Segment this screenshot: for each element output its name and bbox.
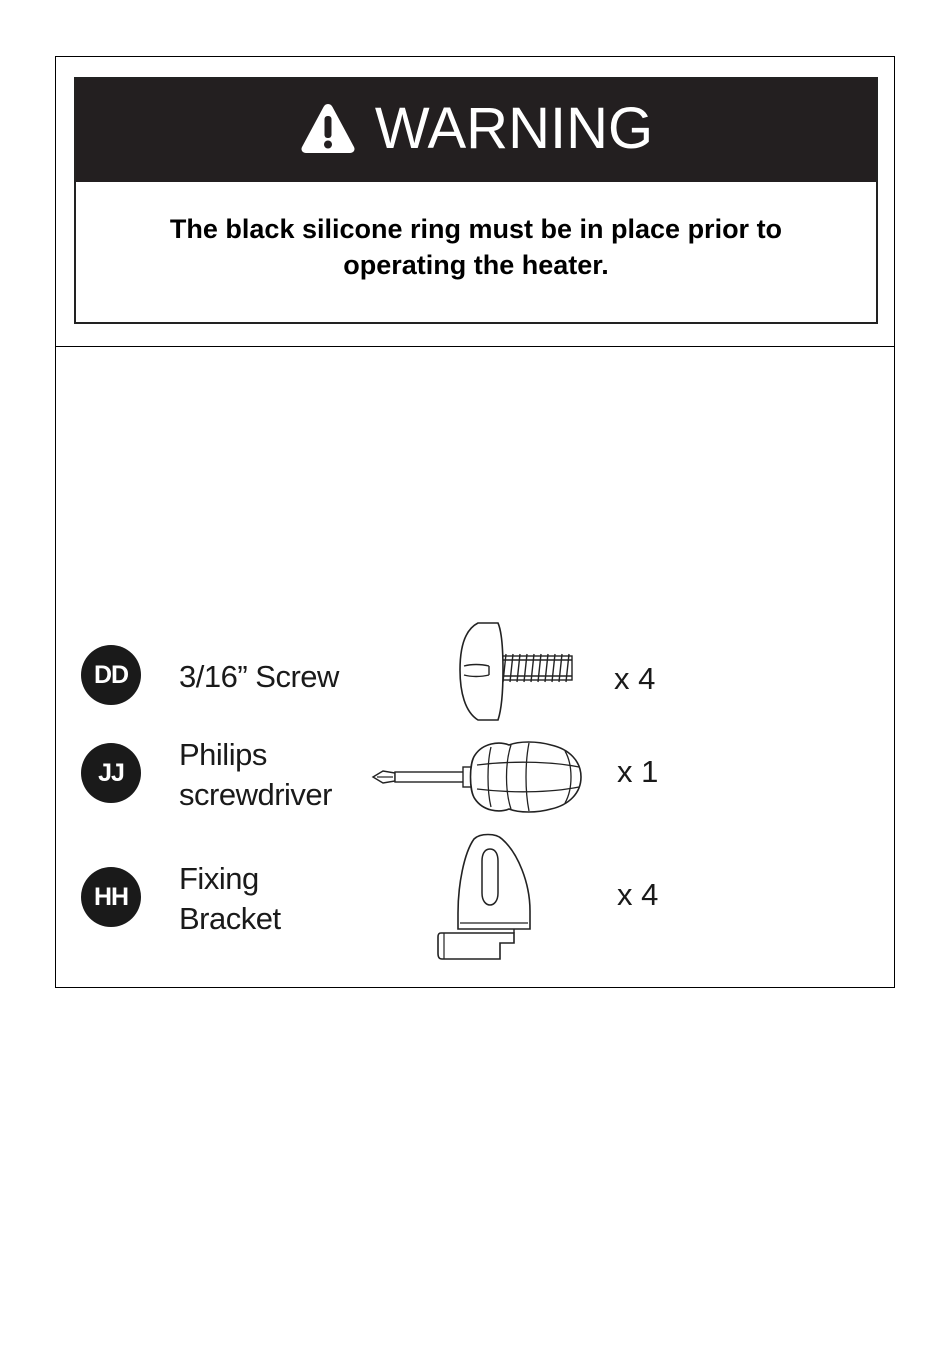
part-quantity: x 4	[617, 877, 659, 912]
screw-icon	[456, 620, 581, 725]
part-quantity: x 4	[614, 661, 656, 696]
part-name	[179, 859, 281, 939]
part-code-badge: HH	[81, 867, 141, 927]
part-name-line2: Bracket	[179, 901, 281, 936]
part-name-line1: Fixing	[179, 861, 259, 896]
part-quantity: x 1	[617, 754, 659, 789]
screwdriver-icon	[369, 737, 591, 817]
part-name-line2: screwdriver	[179, 777, 332, 812]
part-name	[179, 657, 339, 697]
part-name-line1: 3/16” Screw	[179, 659, 339, 694]
part-name-line1: Philips	[179, 737, 267, 772]
document-frame	[55, 56, 895, 988]
parts-list	[56, 57, 894, 987]
warning-title: WARNING	[374, 95, 654, 161]
warning-message: The black silicone ring must be in place prior to operating the heater.	[169, 214, 783, 280]
bracket-icon	[436, 833, 536, 967]
part-code-badge: DD	[81, 645, 141, 705]
part-code-badge: JJ	[81, 743, 141, 803]
part-name	[179, 735, 332, 815]
